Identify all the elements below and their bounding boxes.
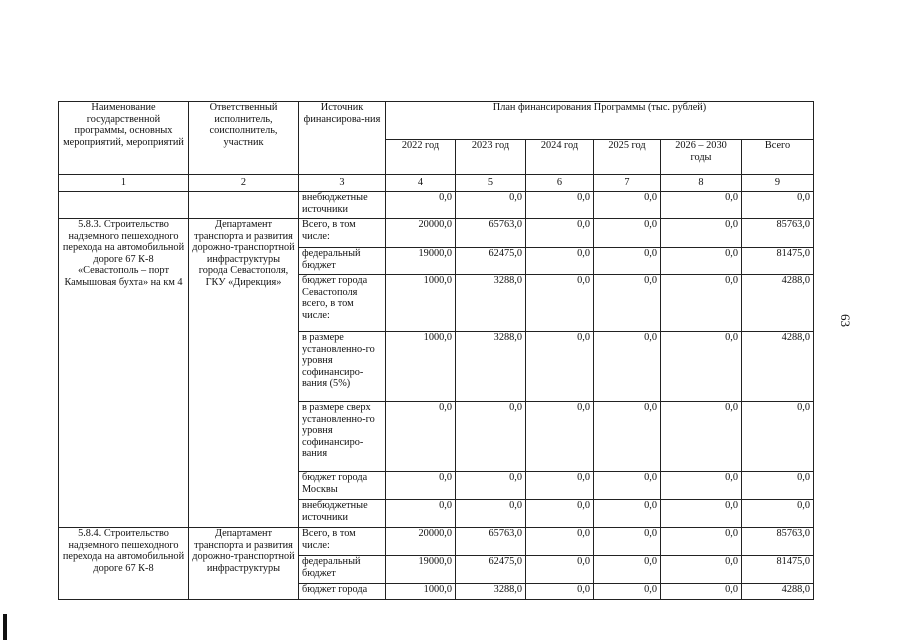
scan-edge-mark (3, 614, 7, 640)
source-cell: внебюджетные источники (299, 500, 386, 528)
value-cell: 3288,0 (456, 275, 526, 332)
value-cell: 0,0 (526, 248, 594, 275)
value-cell: 0,0 (526, 219, 594, 248)
value-cell: 0,0 (526, 528, 594, 556)
value-cell: 0,0 (526, 332, 594, 402)
value-cell: 19000,0 (386, 556, 456, 584)
header-program-name: Наименование государственной программы, основных мероприятий, мероприятий (59, 102, 189, 175)
value-cell: 0,0 (386, 192, 456, 219)
value-cell: 20000,0 (386, 219, 456, 248)
value-cell: 0,0 (456, 472, 526, 500)
value-cell: 0,0 (742, 402, 814, 472)
source-cell: в размере сверх установленно-го уровня софинансиро-вания (299, 402, 386, 472)
value-cell: 0,0 (456, 192, 526, 219)
value-cell: 4288,0 (742, 584, 814, 600)
value-cell: 85763,0 (742, 219, 814, 248)
source-cell: федеральный бюджет (299, 556, 386, 584)
value-cell: 0,0 (661, 528, 742, 556)
value-cell: 0,0 (594, 556, 661, 584)
header-year-2025: 2025 год (594, 140, 661, 175)
value-cell: 0,0 (661, 500, 742, 528)
col-number: 3 (299, 175, 386, 192)
value-cell: 0,0 (594, 332, 661, 402)
col-number: 2 (189, 175, 299, 192)
value-cell: 0,0 (594, 192, 661, 219)
value-cell: 0,0 (594, 472, 661, 500)
header-row (59, 102, 814, 140)
program-name-5-8-4: 5.8.4. Строительство надземного пешеходного перехода на автомобильной дороге 67 К-8 (59, 528, 189, 600)
value-cell: 3288,0 (456, 332, 526, 402)
value-cell: 0,0 (526, 500, 594, 528)
source-cell: бюджет города (299, 584, 386, 600)
value-cell: 81475,0 (742, 248, 814, 275)
value-cell: 0,0 (456, 500, 526, 528)
header-source: Источник финансирова-ния (299, 102, 386, 175)
header-year-2024: 2024 год (526, 140, 594, 175)
col-number: 9 (742, 175, 814, 192)
value-cell: 0,0 (661, 472, 742, 500)
source-cell: Всего, в том числе: (299, 219, 386, 248)
col-number: 5 (456, 175, 526, 192)
value-cell: 0,0 (526, 275, 594, 332)
executor-5-8-4: Департамент транспорта и развития дорожно-транспортной инфраструктуры (189, 528, 299, 600)
value-cell: 0,0 (594, 219, 661, 248)
executor-5-8-3: Департамент транспорта и развития дорожно-транспортной инфраструктуры города Севастополя, ГКУ «Дирекция» (189, 219, 299, 528)
value-cell: 65763,0 (456, 528, 526, 556)
value-cell: 1000,0 (386, 332, 456, 402)
table-row (59, 192, 814, 219)
value-cell: 0,0 (661, 248, 742, 275)
value-cell: 19000,0 (386, 248, 456, 275)
value-cell: 0,0 (661, 584, 742, 600)
value-cell: 85763,0 (742, 528, 814, 556)
financing-table (58, 101, 814, 600)
value-cell: 0,0 (594, 275, 661, 332)
value-cell: 3288,0 (456, 584, 526, 600)
value-cell: 0,0 (526, 584, 594, 600)
value-cell: 62475,0 (456, 248, 526, 275)
source-cell: бюджет города Севастополя всего, в том числе: (299, 275, 386, 332)
col-number: 4 (386, 175, 456, 192)
value-cell: 1000,0 (386, 584, 456, 600)
source-cell: Всего, в том числе: (299, 528, 386, 556)
col-number: 1 (59, 175, 189, 192)
header-year-2023: 2023 год (456, 140, 526, 175)
table-row (59, 528, 814, 556)
header-year-2026-2030: 2026 – 2030 годы (661, 140, 742, 175)
table-row (59, 219, 814, 248)
value-cell: 4288,0 (742, 332, 814, 402)
source-cell: бюджет города Москвы (299, 472, 386, 500)
source-cell: в размере установленно-го уровня софинансиро-вания (5%) (299, 332, 386, 402)
value-cell: 1000,0 (386, 275, 456, 332)
value-cell: 0,0 (661, 275, 742, 332)
value-cell: 4288,0 (742, 275, 814, 332)
header-executor: Ответственный исполнитель, соисполнитель, участник (189, 102, 299, 175)
header-total: Всего (742, 140, 814, 175)
header-year-2022: 2022 год (386, 140, 456, 175)
col-number: 8 (661, 175, 742, 192)
value-cell: 0,0 (661, 332, 742, 402)
value-cell: 0,0 (526, 556, 594, 584)
value-cell: 0,0 (742, 500, 814, 528)
empty-cell (59, 192, 189, 219)
source-cell: федеральный бюджет (299, 248, 386, 275)
page-number: 63 (838, 314, 853, 327)
value-cell: 0,0 (386, 500, 456, 528)
value-cell: 0,0 (526, 472, 594, 500)
value-cell: 0,0 (661, 219, 742, 248)
program-name-5-8-3: 5.8.3. Строительство надземного пешеходного перехода на автомобильной дороге 67 К-8 «Севастополь – порт Камышовая бухта» на км 4 (59, 219, 189, 528)
value-cell: 0,0 (661, 192, 742, 219)
value-cell: 0,0 (594, 500, 661, 528)
value-cell: 0,0 (456, 402, 526, 472)
col-number: 7 (594, 175, 661, 192)
source-cell: внебюджетные источники (299, 192, 386, 219)
value-cell: 0,0 (594, 584, 661, 600)
value-cell: 81475,0 (742, 556, 814, 584)
value-cell: 0,0 (386, 402, 456, 472)
col-number: 6 (526, 175, 594, 192)
value-cell: 0,0 (661, 402, 742, 472)
value-cell: 0,0 (526, 192, 594, 219)
column-numbers-row (59, 175, 814, 192)
value-cell: 0,0 (386, 472, 456, 500)
value-cell: 62475,0 (456, 556, 526, 584)
value-cell: 0,0 (594, 402, 661, 472)
empty-cell (189, 192, 299, 219)
value-cell: 0,0 (661, 556, 742, 584)
value-cell: 20000,0 (386, 528, 456, 556)
value-cell: 0,0 (742, 192, 814, 219)
header-plan: План финансирования Программы (тыс. рублей) (386, 102, 814, 140)
value-cell: 0,0 (594, 528, 661, 556)
value-cell: 0,0 (526, 402, 594, 472)
value-cell: 65763,0 (456, 219, 526, 248)
value-cell: 0,0 (742, 472, 814, 500)
value-cell: 0,0 (594, 248, 661, 275)
